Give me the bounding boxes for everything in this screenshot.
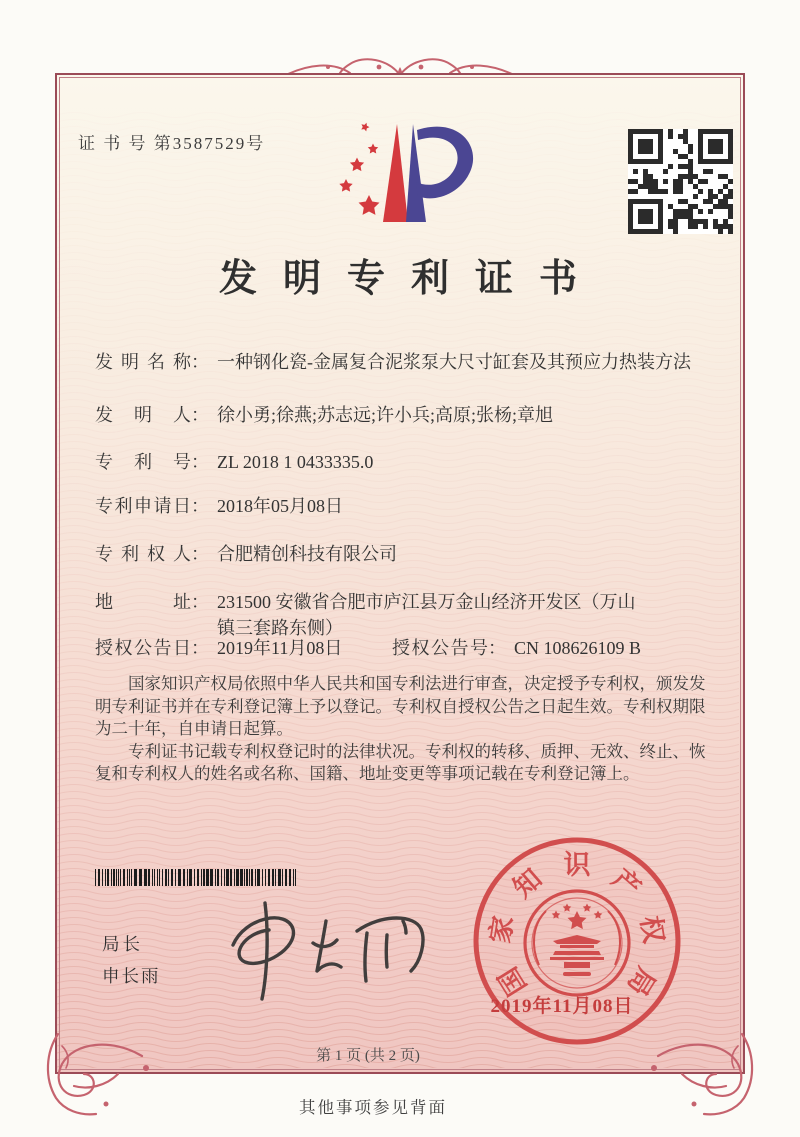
field-value: 一种钢化瓷-金属复合泥浆泵大尺寸缸套及其预应力热装方法 [217, 352, 691, 372]
field-label: 地址 [95, 592, 191, 612]
seal-date: 2019年11月08日 [490, 996, 634, 1017]
legal-text [95, 673, 715, 786]
field-value: 合肥精创科技有限公司 [217, 544, 397, 564]
legal-paragraph-2: 专利证书记载专利权登记时的法律状况。专利权的转移、质押、无效、终止、恢复和专利权人的姓名或名称、国籍、地址变更等事项记载在专利登记簿上。 [95, 741, 706, 783]
field-label: 专利号 [95, 452, 191, 472]
field-value: 2018年05月08日 [217, 496, 343, 516]
signer-title: 局长 [102, 934, 143, 954]
field-colon: ： [191, 592, 209, 612]
grant-date-label: 授权公告日 [95, 638, 191, 658]
barcode [95, 869, 302, 886]
certificate-title: 发明专利证书 [218, 258, 603, 300]
grant-date-value: 2019年11月08日 [217, 638, 343, 658]
field-value: 231500 安徽省合肥市庐江县万金山经济开发区（万山镇三套路东侧） [217, 592, 636, 639]
field-colon: ： [191, 638, 209, 658]
certificate-number: 证 书 号 第3587529号 [78, 134, 266, 153]
field-value: ZL 2018 1 0433335.0 [217, 452, 374, 472]
field-colon: ： [191, 496, 209, 516]
seal-char: 知 [507, 863, 548, 904]
field-filing-date [95, 493, 711, 519]
field-patent-number [95, 449, 711, 475]
field-value: 徐小勇;徐燕;苏志远;许小兵;高原;张杨;章旭 [217, 405, 554, 425]
seal-char: 局 [621, 961, 662, 1001]
seal-char: 产 [606, 863, 647, 904]
seal-char: 识 [563, 850, 591, 880]
field-address [95, 589, 711, 641]
grant-number-group [392, 635, 641, 661]
field-colon: ： [191, 452, 209, 472]
field-label: 发明人 [95, 405, 191, 425]
field-colon: ： [488, 638, 506, 658]
seal-char: 权 [635, 913, 670, 946]
field-inventors [95, 402, 711, 428]
grant-row [95, 635, 711, 661]
grant-number-label: 授权公告号 [392, 638, 488, 658]
field-colon: ： [191, 405, 209, 425]
director-signature [215, 893, 430, 1005]
back-note: 其他事项参见背面 [299, 1098, 447, 1117]
legal-paragraph-1: 国家知识产权局依照中华人民共和国专利法进行审查，决定授予专利权，颁发发明专利证书并在专利登记簿上予以登记。专利权自授权公告之日起生效。专利权期限为二十年，自申请日起算。 [95, 674, 706, 738]
field-patentee [95, 541, 711, 567]
page-number: 第 1 页 (共 2 页) [316, 1048, 420, 1064]
field-colon: ： [191, 352, 209, 372]
qr-code [628, 129, 733, 234]
cnipa-logo-icon [320, 110, 490, 236]
signer-name: 申长雨 [102, 966, 161, 986]
field-invention-name [95, 349, 711, 375]
field-colon: ： [191, 544, 209, 564]
seal-char: 家 [484, 913, 519, 946]
field-label: 发明名称 [95, 352, 191, 372]
seal-char: 国 [492, 961, 533, 1001]
grant-number-value: CN 108626109 B [514, 638, 642, 658]
field-label: 专利权人 [95, 544, 191, 564]
field-label: 专利申请日 [95, 496, 191, 516]
